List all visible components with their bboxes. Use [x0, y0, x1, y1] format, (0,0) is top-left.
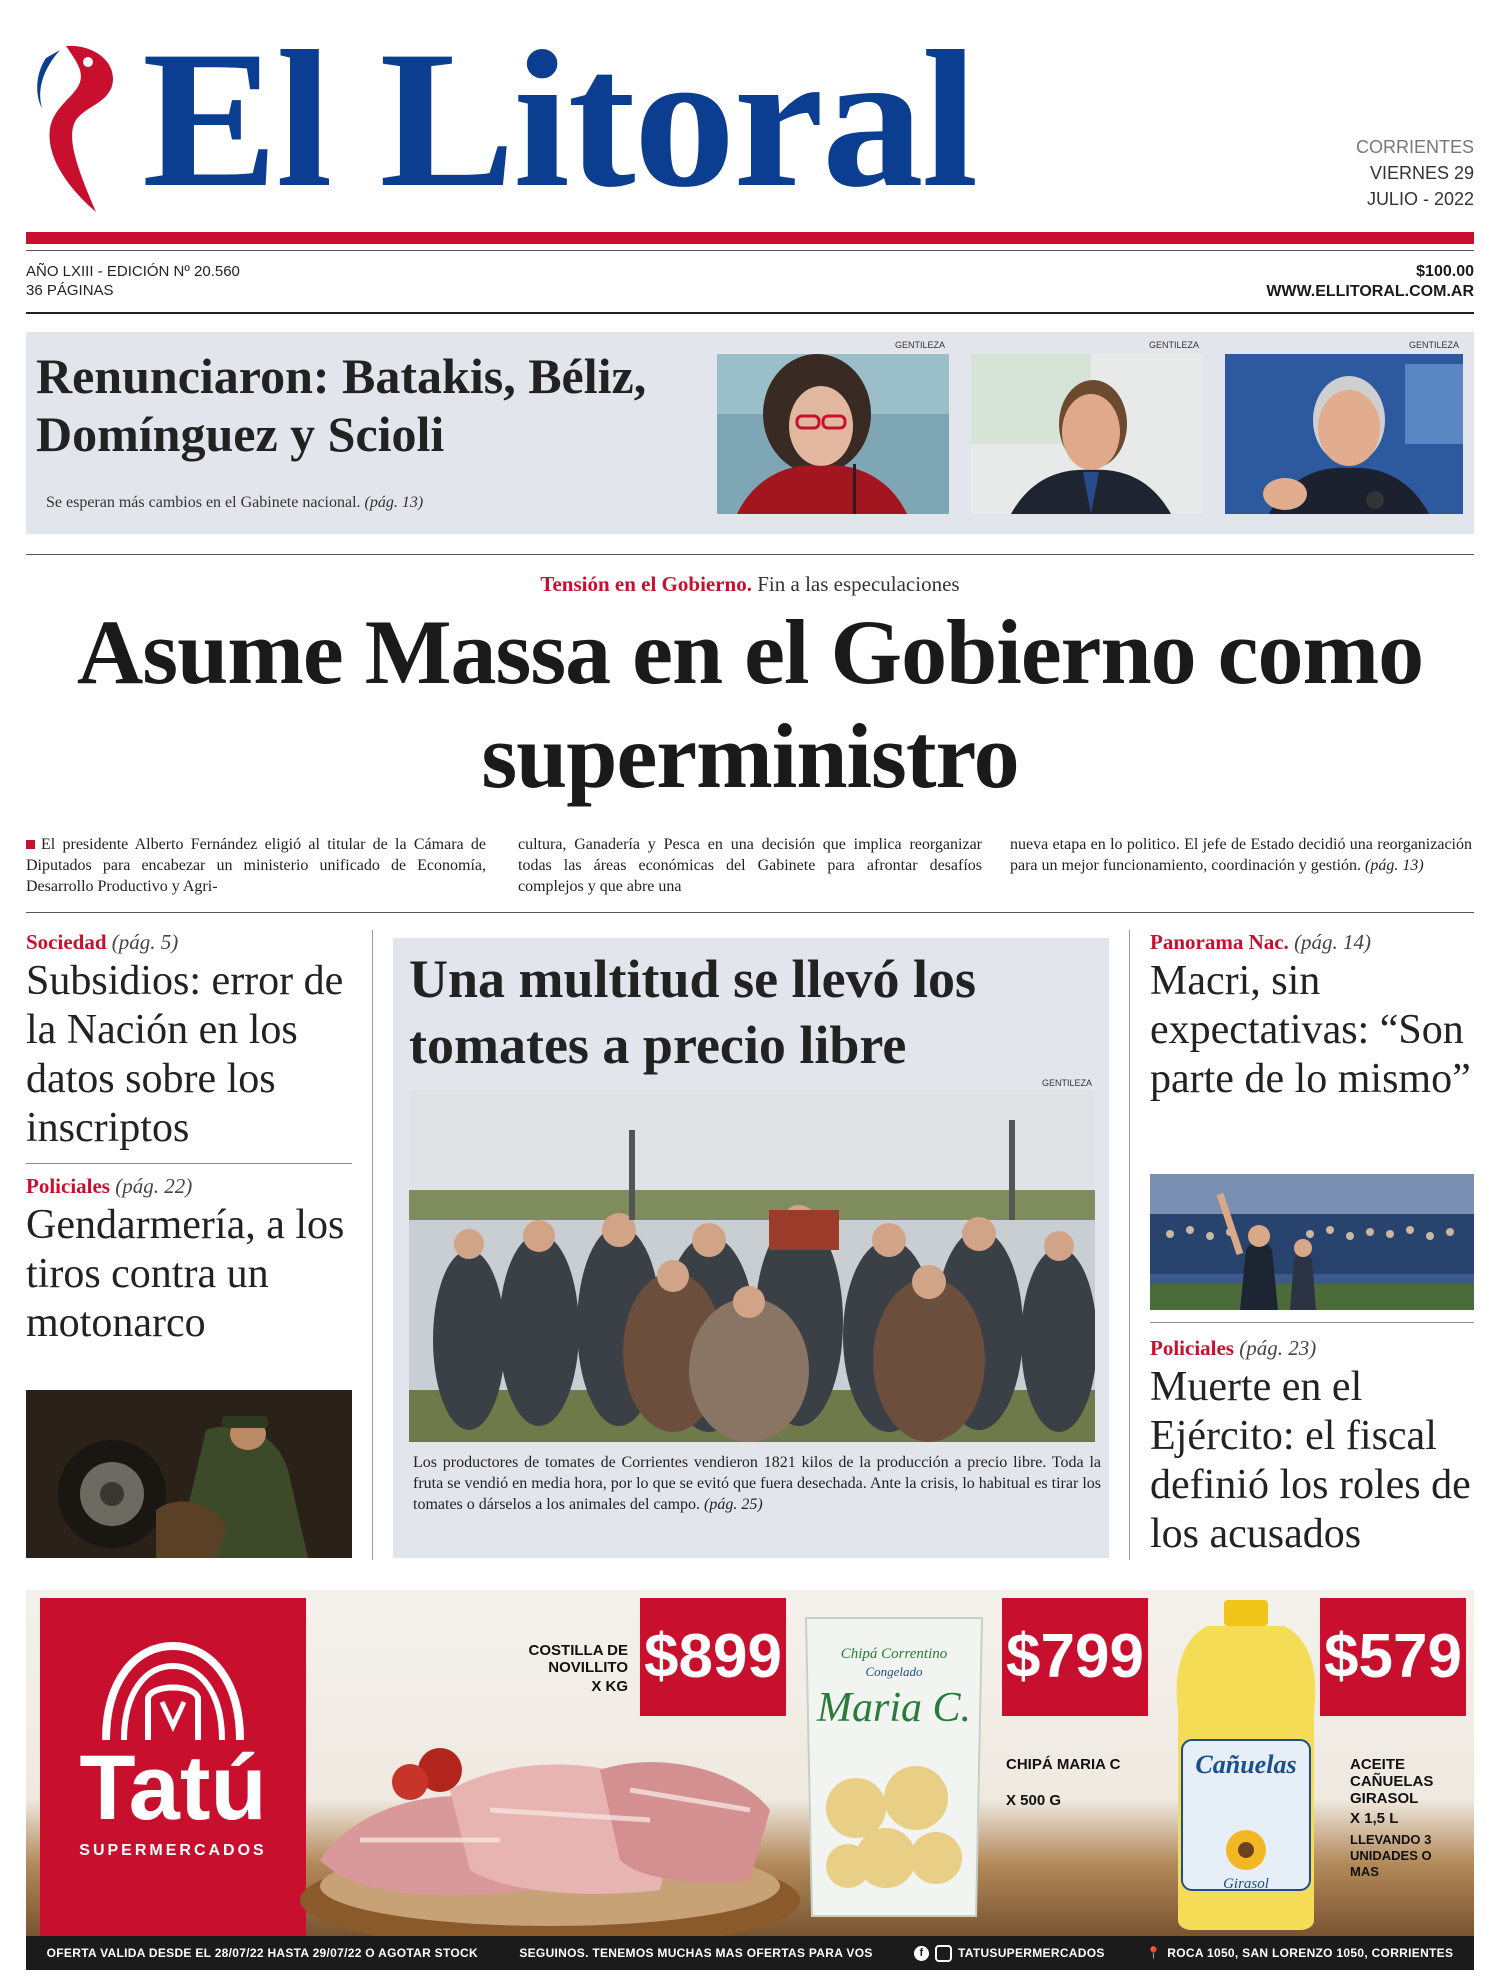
product3-note: LLEVANDO 3 UNIDADES O MAS: [1350, 1832, 1432, 1879]
right-story1-label: [1150, 930, 1474, 955]
product1-price: $899: [640, 1598, 786, 1716]
masthead: [0, 0, 1500, 232]
macri-photo: [1150, 1174, 1474, 1310]
location-pin-icon: 📍: [1146, 1946, 1162, 1960]
left-story2-headline[interactable]: Gendarmería, a los tiros contra un motonarco: [26, 1202, 345, 1346]
tatu-brand-name: Tatú: [79, 1737, 267, 1839]
main-page-ref: (pág. 13): [1365, 857, 1424, 874]
ad-address: [1146, 1946, 1453, 1960]
bullet-icon: [26, 840, 35, 849]
masthead-city: CORRIENTES: [1355, 137, 1474, 157]
lede-rule: [26, 912, 1474, 913]
tomatoes-caption: [413, 1452, 1101, 1515]
resignations-subtitle: [46, 494, 423, 512]
date-box: [1356, 134, 1474, 212]
website-link[interactable]: WWW.ELLITORAL.COM.AR: [1266, 283, 1474, 300]
ad-follow-text: SEGUINOS. TENEMOS MUCHAS MAS OFERTAS PARA VOS: [519, 1946, 873, 1960]
photo-batakis: [717, 340, 949, 514]
right-story1-page: (pág. 14): [1294, 930, 1372, 954]
right-column-divider: [1150, 1322, 1474, 1323]
product3-price: $579: [1320, 1598, 1466, 1716]
edition-info: [26, 262, 240, 300]
photo-credit: GENTILEZA: [1148, 340, 1199, 350]
tomatoes-caption-text: Los productores de tomates de Corrientes vendieron 1821 kilos de la producción a precio libre. Toda la fruta se vendió en media hora, por lo que se evitó que fuera desechada. Ante la crisis, lo habitual es tirar los tomates o dárselos a los animales del campo.: [413, 1454, 1101, 1513]
masthead-day: VIERNES 29: [1369, 163, 1474, 183]
main-lede-text2: cultura, Ganadería y Pesca en una decisión que implica reorganizar todas las áreas económicas del Gabinete para afrontar desafíos complejos y que abre una: [518, 836, 982, 895]
ad-social[interactable]: [914, 1945, 1105, 1962]
instagram-icon[interactable]: [935, 1945, 952, 1962]
column-rule-left: [372, 930, 373, 1560]
motonarco-photo: [26, 1390, 352, 1558]
right-story2-label: [1150, 1336, 1474, 1361]
product1-name: COSTILLA DE NOVILLITO: [528, 1642, 628, 1676]
product3-unit: X 1,5 L: [1350, 1810, 1399, 1827]
facebook-icon[interactable]: f: [914, 1946, 929, 1961]
product3-name: ACEITE CAÑUELAS GIRASOL: [1350, 1756, 1434, 1807]
resignations-page-ref: (pág. 13): [364, 494, 424, 511]
left-story2-label: [26, 1174, 352, 1199]
photo-credit: GENTILEZA: [1408, 340, 1459, 350]
left-story2-page: (pág. 22): [115, 1174, 193, 1198]
chipa-bag-brand-text: Maria C.: [816, 1685, 971, 1731]
el-litoral-logo-icon: [26, 36, 122, 216]
tatu-brand-sub: SUPERMERCADOS: [79, 1842, 267, 1859]
main-lede-col1: [26, 834, 486, 897]
photo-credit: GENTILEZA: [894, 340, 945, 350]
right-story1-section: Panorama Nac.: [1150, 930, 1289, 954]
product2-price: $799: [1002, 1598, 1148, 1716]
main-kicker-section: Tensión en el Gobierno.: [540, 572, 752, 596]
right-story2-page: (pág. 23): [1239, 1336, 1317, 1360]
tomatoes-photo: [409, 1090, 1095, 1442]
left-story1-label: [26, 930, 352, 955]
photo-dominguez-image: [1225, 354, 1463, 514]
tatu-armadillo-icon: [96, 1636, 250, 1748]
left-column-divider: [26, 1163, 352, 1164]
right-story2-section: Policiales: [1150, 1336, 1234, 1360]
left-story1-section: Sociedad: [26, 930, 107, 954]
ad-social-handle: TATUSUPERMERCADOS: [958, 1946, 1105, 1960]
right-story1-headline[interactable]: Macri, sin expectativas: “Son parte de lo mismo”: [1150, 958, 1471, 1102]
right-story2-headline[interactable]: Muerte en el Ejército: el fiscal definió los roles de los acusados: [1150, 1364, 1471, 1557]
right-column-lower: [1150, 1336, 1474, 1559]
left-story2-section: Policiales: [26, 1174, 110, 1198]
tomatoes-page-ref: (pág. 25): [704, 1496, 763, 1513]
resignations-subtitle-text: Se esperan más cambios en el Gabinete nacional.: [46, 494, 361, 511]
chipa-bag-top-text: Chipá Correntino: [840, 1646, 948, 1662]
photo-beliz-image: [971, 354, 1203, 514]
tomatoes-photo-credit: GENTILEZA: [1042, 1078, 1093, 1088]
product2-name: CHIPÁ MARIA C: [1006, 1756, 1121, 1773]
product2-unit: X 500 G: [1006, 1792, 1062, 1809]
ad-address-text: ROCA 1050, SAN LORENZO 1050, CORRIENTES: [1167, 1946, 1454, 1960]
column-rule-right: [1129, 930, 1130, 1560]
right-column: [1150, 930, 1474, 1104]
masthead-date: JULIO - 2022: [1366, 189, 1474, 209]
main-lede-col2: [518, 834, 982, 897]
ribs-photo: [300, 1690, 800, 1940]
oil-label-brand: Cañuelas: [1195, 1750, 1297, 1779]
photo-dominguez: [1225, 340, 1463, 514]
price-info: [1266, 262, 1474, 302]
masthead-title: El Litoral: [142, 11, 977, 228]
band-rule: [26, 554, 1474, 555]
main-lede-text3: nueva etapa en lo politico. El jefe de Estado decidió una reorganización para un mejor funcionamiento, coordinación y gestión.: [1010, 836, 1472, 874]
product1-unit: X KG: [591, 1678, 628, 1695]
main-headline[interactable]: Asume Massa en el Gobierno como superministro: [76, 601, 1424, 807]
edition-number: AÑO LXIII - EDICIÓN Nº 20.560: [26, 263, 240, 280]
chipa-bag-mid-text: Congelado: [865, 1664, 923, 1679]
left-story1-headline[interactable]: Subsidios: error de la Nación en los datos sobre los inscriptos: [26, 958, 344, 1151]
main-lede-text1: El presidente Alberto Fernández eligió al titular de la Cámara de Diputados para encabezar un ministerio unificado de Economía, Desarrollo Productivo y Agri-: [26, 836, 486, 895]
masthead-red-rule: [26, 232, 1474, 244]
ad-offer-terms: OFERTA VALIDA DESDE EL 28/07/22 HASTA 29/07/22 O AGOTAR STOCK: [46, 1946, 478, 1960]
edition-rule: [26, 312, 1474, 314]
main-lede-col3: [1010, 834, 1472, 876]
masthead-thin-rule: [26, 250, 1474, 251]
ad-footer: [26, 1936, 1474, 1970]
main-kicker-text: Fin a las especulaciones: [757, 572, 960, 596]
cover-price: $100.00: [1416, 263, 1474, 280]
oil-label-sub: Girasol: [1223, 1876, 1269, 1892]
tomatoes-headline[interactable]: Una multitud se llevó los tomates a precio libre: [409, 949, 977, 1075]
main-kicker: [0, 572, 1500, 597]
photo-beliz: [971, 340, 1203, 514]
left-story1-page: (pág. 5): [111, 930, 179, 954]
page-count: 36 PÁGINAS: [26, 282, 114, 299]
resignations-headline[interactable]: Renunciaron: Batakis, Béliz, Domínguez y Scioli: [36, 348, 647, 462]
photo-batakis-image: [717, 354, 949, 514]
